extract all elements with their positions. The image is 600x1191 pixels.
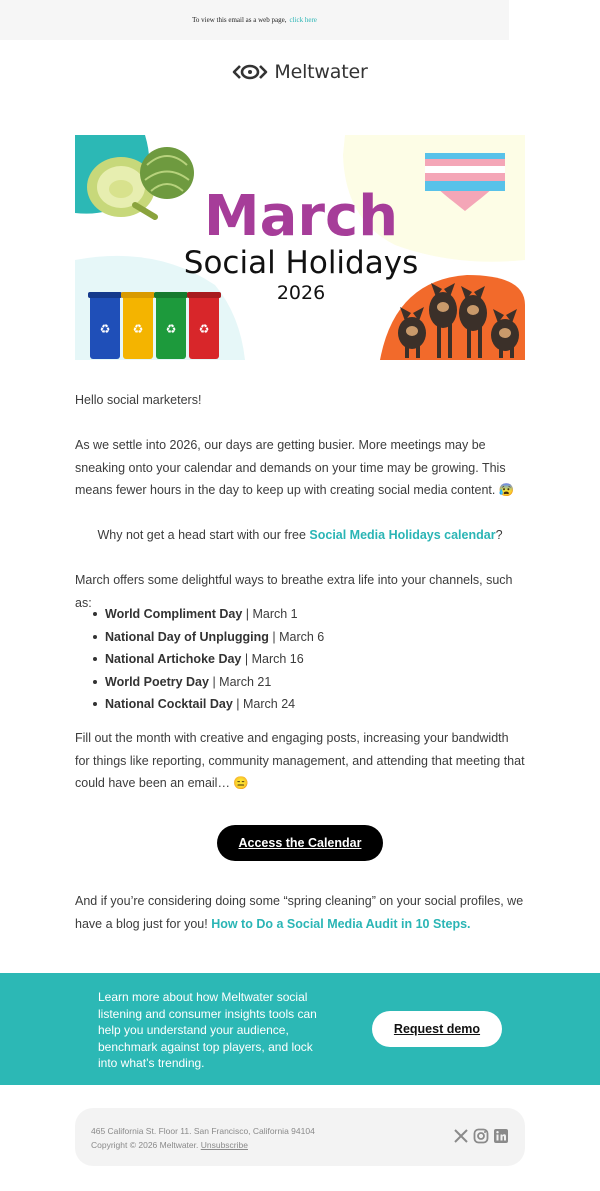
view-web-link[interactable]: click here	[289, 16, 317, 24]
svg-text:♻: ♻	[132, 322, 144, 336]
meltwater-logo-icon	[232, 63, 268, 81]
list-item	[105, 603, 525, 626]
instagram-icon[interactable]	[473, 1128, 489, 1144]
holiday-name: World Compliment Day	[105, 607, 243, 621]
footer-address: 465 California St. Floor 11. San Francisco, California 94104	[91, 1126, 315, 1136]
holiday-date: | March 6	[268, 629, 325, 644]
holiday-list	[75, 603, 525, 716]
calendar-pitch	[75, 524, 525, 547]
spring-cleaning-text: And if you’re considering doing some “spring cleaning” on your social profiles, we have a blog just for you!	[75, 894, 524, 931]
social-audit-link[interactable]: How to Do a Social Media Audit in 10 Steps.	[211, 916, 471, 931]
linkedin-icon[interactable]	[493, 1128, 509, 1144]
brand-name: Meltwater	[274, 61, 368, 83]
access-calendar-button[interactable]: Access the Calendar	[217, 825, 383, 861]
holiday-name: National Day of Unplugging	[105, 629, 269, 644]
social-links	[453, 1128, 509, 1144]
march-intro: March offers some delightful ways to breathe extra life into your channels, such as:	[75, 573, 513, 610]
list-item	[105, 693, 525, 716]
holiday-name: National Cocktail Day	[105, 697, 233, 711]
calendar-pitch-suffix: ?	[495, 528, 503, 542]
hero-title: March	[203, 184, 399, 249]
holiday-date: | March 24	[232, 697, 296, 711]
footer-copyright-line	[91, 1138, 315, 1152]
hero-illustration	[75, 135, 525, 360]
holiday-date: | March 1	[242, 607, 298, 621]
unsubscribe-link[interactable]: Unsubscribe	[200, 1140, 248, 1150]
hero-banner[interactable]	[75, 135, 525, 360]
hero-year: 2026	[276, 282, 326, 304]
svg-text:♻: ♻	[165, 322, 177, 336]
intro-paragraph: As we settle into 2026, our days are getting busier. More meetings may be sneaking onto your calendar and demands on your time may be growing. This means fewer hours in the day to keep up with creating social media content. 😰	[75, 438, 515, 497]
demo-banner	[0, 973, 600, 1085]
svg-text:♻: ♻	[99, 322, 111, 336]
preheader	[0, 0, 509, 40]
holiday-name: World Poetry Day	[105, 674, 209, 689]
footer-copyright: Copyright © 2026 Meltwater.	[91, 1140, 201, 1150]
demo-banner-text: Learn more about how Meltwater social listening and consumer insights tools can help you understand your audience, benchmark against top players, and lock into what’s trending.	[98, 990, 317, 1070]
preheader-text: To view this email as a web page,	[192, 16, 287, 24]
list-item	[105, 671, 525, 694]
svg-text:♻: ♻	[198, 322, 210, 336]
greeting: Hello social marketers!	[75, 393, 202, 407]
list-item	[105, 626, 525, 649]
x-icon[interactable]	[453, 1128, 469, 1144]
footer	[75, 1108, 525, 1166]
hero-subtitle: Social Holidays	[183, 245, 419, 281]
holiday-date: | March 21	[208, 674, 272, 689]
list-item	[105, 648, 525, 671]
request-demo-button[interactable]: Request demo	[372, 1011, 502, 1047]
holiday-date: | March 16	[241, 652, 304, 666]
holiday-name: National Artichoke Day	[105, 652, 242, 666]
spring-cleaning-paragraph	[75, 890, 525, 935]
calendar-pitch-prefix: Why not get a head start with our free	[97, 528, 310, 542]
holidays-calendar-link[interactable]: Social Media Holidays calendar	[309, 528, 496, 542]
footer-address-block	[91, 1124, 315, 1152]
fill-paragraph: Fill out the month with creative and engaging posts, increasing your bandwidth for things like reporting, community management, and attending that meeting that could have been an email… 😑	[75, 731, 525, 790]
meltwater-logo[interactable]	[0, 60, 600, 84]
